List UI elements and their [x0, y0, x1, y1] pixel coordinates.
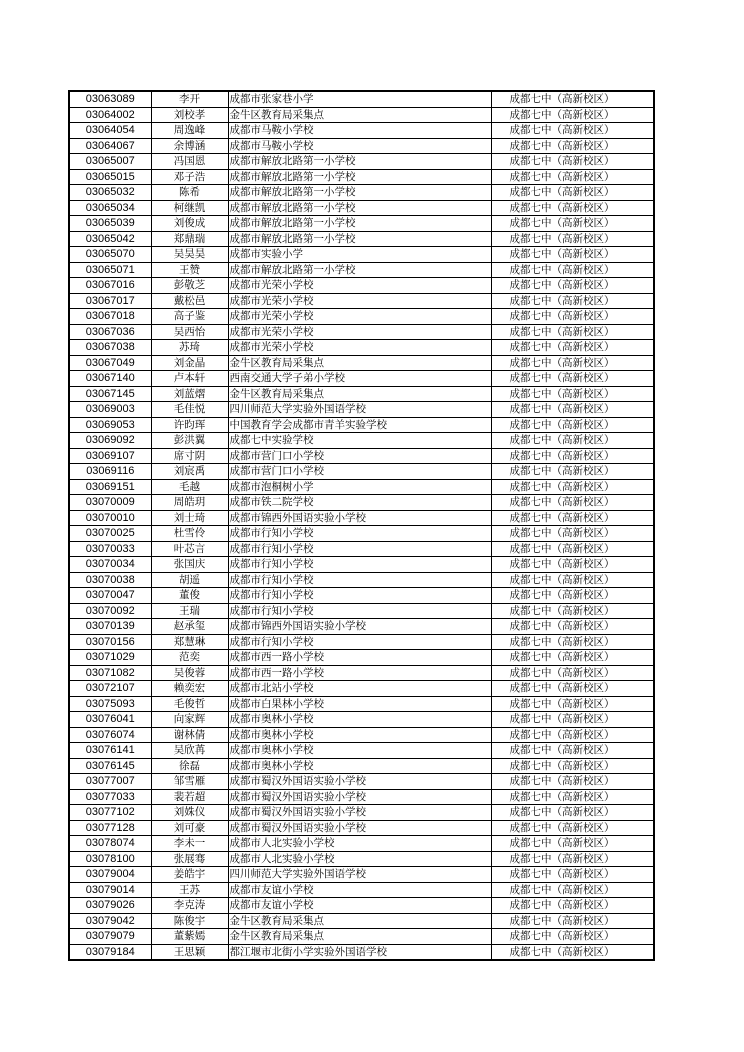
table-row [69, 650, 654, 666]
admitted-school-cell: 成都七中（高新校区） [491, 107, 654, 123]
admitted-school-cell: 成都七中（高新校区） [491, 355, 654, 371]
admitted-school-cell: 成都七中（高新校区） [491, 665, 654, 681]
primary-school-cell: 成都市解放北路第一小学校 [228, 262, 491, 278]
primary-school-cell: 金牛区教育局采集点 [228, 107, 491, 123]
primary-school-cell: 成都市西一路小学校 [228, 665, 491, 681]
admitted-school-cell: 成都七中（高新校区） [491, 650, 654, 666]
table-row [69, 774, 654, 790]
admitted-school-cell: 成都七中（高新校区） [491, 727, 654, 743]
table-row [69, 278, 654, 294]
student-name-cell: 彭洪翼 [151, 433, 228, 449]
admitted-school-cell: 成都七中（高新校区） [491, 526, 654, 542]
student-name-cell: 余博涵 [151, 138, 228, 154]
table-row [69, 588, 654, 604]
admitted-school-cell: 成都七中（高新校区） [491, 898, 654, 914]
student-name-cell: 叶芯言 [151, 541, 228, 557]
student-id-cell: 03067036 [69, 324, 151, 340]
student-id-cell: 03069107 [69, 448, 151, 464]
student-name-cell: 陈俊宇 [151, 913, 228, 929]
student-id-cell: 03070034 [69, 557, 151, 573]
table-row [69, 200, 654, 216]
table-row [69, 479, 654, 495]
table-row [69, 247, 654, 263]
student-name-cell: 刘姝仪 [151, 805, 228, 821]
student-id-cell: 03079014 [69, 882, 151, 898]
student-id-cell: 03077033 [69, 789, 151, 805]
student-name-cell: 卢本轩 [151, 371, 228, 387]
student-name-cell: 董紫嫣 [151, 929, 228, 945]
student-id-cell: 03064067 [69, 138, 151, 154]
student-id-cell: 03070009 [69, 495, 151, 511]
admitted-school-cell: 成都七中（高新校区） [491, 386, 654, 402]
primary-school-cell: 成都市行知小学校 [228, 603, 491, 619]
student-id-cell: 03072107 [69, 681, 151, 697]
table-row [69, 944, 654, 960]
primary-school-cell: 成都市白果林小学校 [228, 696, 491, 712]
student-id-cell: 03069151 [69, 479, 151, 495]
table-row [69, 867, 654, 883]
admitted-school-cell: 成都七中（高新校区） [491, 944, 654, 960]
primary-school-cell: 成都市行知小学校 [228, 588, 491, 604]
student-id-cell: 03065039 [69, 216, 151, 232]
admitted-school-cell: 成都七中（高新校区） [491, 402, 654, 418]
student-name-cell: 毛佳悦 [151, 402, 228, 418]
student-name-cell: 刘蓝熠 [151, 386, 228, 402]
admitted-school-cell: 成都七中（高新校区） [491, 603, 654, 619]
primary-school-cell: 成都市奥林小学校 [228, 712, 491, 728]
table-row [69, 386, 654, 402]
student-id-cell: 03079004 [69, 867, 151, 883]
admitted-school-cell: 成都七中（高新校区） [491, 479, 654, 495]
student-id-cell: 03065071 [69, 262, 151, 278]
student-id-cell: 03070033 [69, 541, 151, 557]
primary-school-cell: 成都市行知小学校 [228, 572, 491, 588]
student-name-cell: 周逸峰 [151, 123, 228, 139]
admitted-school-cell: 成都七中（高新校区） [491, 433, 654, 449]
primary-school-cell: 成都市锦西外国语实验小学校 [228, 510, 491, 526]
table-row [69, 464, 654, 480]
primary-school-cell: 成都市光荣小学校 [228, 324, 491, 340]
table-row [69, 851, 654, 867]
student-id-cell: 03070025 [69, 526, 151, 542]
admitted-school-cell: 成都七中（高新校区） [491, 774, 654, 790]
student-id-cell: 03070038 [69, 572, 151, 588]
table-row [69, 309, 654, 325]
student-name-cell: 高子鉴 [151, 309, 228, 325]
student-name-cell: 陈希 [151, 185, 228, 201]
admitted-school-cell: 成都七中（高新校区） [491, 464, 654, 480]
table-row [69, 634, 654, 650]
student-name-cell: 李未一 [151, 836, 228, 852]
student-id-cell: 03067018 [69, 309, 151, 325]
student-name-cell: 刘金晶 [151, 355, 228, 371]
primary-school-cell: 西南交通大学子弟小学校 [228, 371, 491, 387]
table-row [69, 340, 654, 356]
student-name-cell: 邓子浩 [151, 169, 228, 185]
admitted-school-cell: 成都七中（高新校区） [491, 231, 654, 247]
student-id-cell: 03065032 [69, 185, 151, 201]
admitted-school-cell: 成都七中（高新校区） [491, 913, 654, 929]
student-name-cell: 许昀珲 [151, 417, 228, 433]
table-body [69, 91, 654, 960]
table-row [69, 433, 654, 449]
primary-school-cell: 成都市行知小学校 [228, 526, 491, 542]
admitted-school-cell: 成都七中（高新校区） [491, 324, 654, 340]
table-row [69, 929, 654, 945]
primary-school-cell: 成都市铁二院学校 [228, 495, 491, 511]
primary-school-cell: 都江堰市北街小学实验外国语学校 [228, 944, 491, 960]
student-id-cell: 03069116 [69, 464, 151, 480]
admitted-school-cell: 成都七中（高新校区） [491, 309, 654, 325]
student-id-cell: 03077128 [69, 820, 151, 836]
table-row [69, 324, 654, 340]
student-name-cell: 王瑞 [151, 603, 228, 619]
student-id-cell: 03069053 [69, 417, 151, 433]
table-row [69, 712, 654, 728]
primary-school-cell: 成都市张家巷小学 [228, 91, 491, 107]
admitted-school-cell: 成都七中（高新校区） [491, 851, 654, 867]
table-row [69, 185, 654, 201]
admitted-school-cell: 成都七中（高新校区） [491, 681, 654, 697]
table-row [69, 557, 654, 573]
student-id-cell: 03076041 [69, 712, 151, 728]
table-row [69, 882, 654, 898]
admitted-school-cell: 成都七中（高新校区） [491, 495, 654, 511]
table-row [69, 526, 654, 542]
student-name-cell: 邹雪雁 [151, 774, 228, 790]
admitted-school-cell: 成都七中（高新校区） [491, 293, 654, 309]
primary-school-cell: 成都市马鞍小学校 [228, 138, 491, 154]
primary-school-cell: 成都市行知小学校 [228, 557, 491, 573]
table-row [69, 417, 654, 433]
student-id-cell: 03078074 [69, 836, 151, 852]
admitted-school-cell: 成都七中（高新校区） [491, 836, 654, 852]
student-id-cell: 03067140 [69, 371, 151, 387]
primary-school-cell: 成都市奥林小学校 [228, 743, 491, 759]
table-row [69, 836, 654, 852]
student-name-cell: 毛俊哲 [151, 696, 228, 712]
student-name-cell: 苏琦 [151, 340, 228, 356]
student-id-cell: 03069003 [69, 402, 151, 418]
table-row [69, 805, 654, 821]
student-id-cell: 03076145 [69, 758, 151, 774]
primary-school-cell: 金牛区教育局采集点 [228, 386, 491, 402]
table-row [69, 541, 654, 557]
student-name-cell: 冯国恩 [151, 154, 228, 170]
primary-school-cell: 成都市人北实验小学校 [228, 851, 491, 867]
primary-school-cell: 成都市蜀汉外国语实验小学校 [228, 805, 491, 821]
admitted-school-cell: 成都七中（高新校区） [491, 154, 654, 170]
student-id-cell: 03070092 [69, 603, 151, 619]
admitted-school-cell: 成都七中（高新校区） [491, 169, 654, 185]
admission-list-table [68, 90, 655, 961]
primary-school-cell: 中国教育学会成都市青羊实验学校 [228, 417, 491, 433]
table-row [69, 107, 654, 123]
student-name-cell: 刘校孝 [151, 107, 228, 123]
student-name-cell: 郑慧琳 [151, 634, 228, 650]
student-name-cell: 毛越 [151, 479, 228, 495]
student-name-cell: 席寸阴 [151, 448, 228, 464]
primary-school-cell: 成都市光荣小学校 [228, 293, 491, 309]
student-name-cell: 刘俊成 [151, 216, 228, 232]
table-row [69, 231, 654, 247]
primary-school-cell: 成都市北站小学校 [228, 681, 491, 697]
table-row [69, 758, 654, 774]
table-row [69, 603, 654, 619]
student-name-cell: 王苏 [151, 882, 228, 898]
student-id-cell: 03075093 [69, 696, 151, 712]
table-row [69, 743, 654, 759]
student-name-cell: 杜雪伶 [151, 526, 228, 542]
student-name-cell: 赖奕宏 [151, 681, 228, 697]
admitted-school-cell: 成都七中（高新校区） [491, 216, 654, 232]
table-row [69, 681, 654, 697]
table-row [69, 169, 654, 185]
primary-school-cell: 金牛区教育局采集点 [228, 913, 491, 929]
student-id-cell: 03077102 [69, 805, 151, 821]
student-id-cell: 03070047 [69, 588, 151, 604]
student-name-cell: 吴俊蓉 [151, 665, 228, 681]
student-id-cell: 03069092 [69, 433, 151, 449]
admitted-school-cell: 成都七中（高新校区） [491, 758, 654, 774]
student-name-cell: 王赞 [151, 262, 228, 278]
table-row [69, 495, 654, 511]
admitted-school-cell: 成都七中（高新校区） [491, 510, 654, 526]
student-name-cell: 范奕 [151, 650, 228, 666]
student-id-cell: 03070139 [69, 619, 151, 635]
student-name-cell: 吴欣苒 [151, 743, 228, 759]
admitted-school-cell: 成都七中（高新校区） [491, 619, 654, 635]
primary-school-cell: 四川师范大学实验外国语学校 [228, 867, 491, 883]
student-id-cell: 03079042 [69, 913, 151, 929]
student-id-cell: 03070156 [69, 634, 151, 650]
student-name-cell: 李克涛 [151, 898, 228, 914]
student-id-cell: 03067017 [69, 293, 151, 309]
table-row [69, 696, 654, 712]
table-row [69, 355, 654, 371]
student-id-cell: 03064002 [69, 107, 151, 123]
admitted-school-cell: 成都七中（高新校区） [491, 789, 654, 805]
student-name-cell: 赵承玺 [151, 619, 228, 635]
primary-school-cell: 四川师范大学实验外国语学校 [228, 402, 491, 418]
student-name-cell: 郑鼎瑞 [151, 231, 228, 247]
primary-school-cell: 成都市解放北路第一小学校 [228, 200, 491, 216]
student-id-cell: 03065070 [69, 247, 151, 263]
student-id-cell: 03078100 [69, 851, 151, 867]
admitted-school-cell: 成都七中（高新校区） [491, 185, 654, 201]
primary-school-cell: 成都市营门口小学校 [228, 448, 491, 464]
admitted-school-cell: 成都七中（高新校区） [491, 696, 654, 712]
table-row [69, 216, 654, 232]
primary-school-cell: 成都市行知小学校 [228, 541, 491, 557]
student-id-cell: 03076141 [69, 743, 151, 759]
primary-school-cell: 成都市蜀汉外国语实验小学校 [228, 774, 491, 790]
primary-school-cell: 成都市光荣小学校 [228, 278, 491, 294]
student-name-cell: 柯继凯 [151, 200, 228, 216]
table-row [69, 91, 654, 107]
student-name-cell: 刘可豪 [151, 820, 228, 836]
student-name-cell: 徐磊 [151, 758, 228, 774]
table-row [69, 913, 654, 929]
primary-school-cell: 成都市蜀汉外国语实验小学校 [228, 820, 491, 836]
primary-school-cell: 成都市西一路小学校 [228, 650, 491, 666]
primary-school-cell: 成都市人北实验小学校 [228, 836, 491, 852]
primary-school-cell: 成都市锦西外国语实验小学校 [228, 619, 491, 635]
admitted-school-cell: 成都七中（高新校区） [491, 200, 654, 216]
primary-school-cell: 成都市奥林小学校 [228, 727, 491, 743]
admitted-school-cell: 成都七中（高新校区） [491, 138, 654, 154]
primary-school-cell: 金牛区教育局采集点 [228, 355, 491, 371]
student-id-cell: 03070010 [69, 510, 151, 526]
admitted-school-cell: 成都七中（高新校区） [491, 247, 654, 263]
admitted-school-cell: 成都七中（高新校区） [491, 557, 654, 573]
admitted-school-cell: 成都七中（高新校区） [491, 448, 654, 464]
student-id-cell: 03079079 [69, 929, 151, 945]
student-id-cell: 03067049 [69, 355, 151, 371]
primary-school-cell: 成都市泡桐树小学 [228, 479, 491, 495]
student-name-cell: 裴若超 [151, 789, 228, 805]
primary-school-cell: 金牛区教育局采集点 [228, 929, 491, 945]
admitted-school-cell: 成都七中（高新校区） [491, 91, 654, 107]
student-id-cell: 03065015 [69, 169, 151, 185]
primary-school-cell: 成都市解放北路第一小学校 [228, 231, 491, 247]
primary-school-cell: 成都市解放北路第一小学校 [228, 216, 491, 232]
student-id-cell: 03079184 [69, 944, 151, 960]
student-name-cell: 胡遥 [151, 572, 228, 588]
table-row [69, 510, 654, 526]
table-row [69, 619, 654, 635]
student-id-cell: 03065042 [69, 231, 151, 247]
admitted-school-cell: 成都七中（高新校区） [491, 712, 654, 728]
admitted-school-cell: 成都七中（高新校区） [491, 588, 654, 604]
admitted-school-cell: 成都七中（高新校区） [491, 371, 654, 387]
table-row [69, 789, 654, 805]
primary-school-cell: 成都市解放北路第一小学校 [228, 154, 491, 170]
student-name-cell: 吴昊昊 [151, 247, 228, 263]
student-name-cell: 吴西怡 [151, 324, 228, 340]
primary-school-cell: 成都市友谊小学校 [228, 882, 491, 898]
table-row [69, 293, 654, 309]
student-id-cell: 03064054 [69, 123, 151, 139]
student-name-cell: 戴松邑 [151, 293, 228, 309]
student-name-cell: 谢林倩 [151, 727, 228, 743]
student-id-cell: 03065007 [69, 154, 151, 170]
primary-school-cell: 成都市营门口小学校 [228, 464, 491, 480]
primary-school-cell: 成都市友谊小学校 [228, 898, 491, 914]
student-name-cell: 彭敬芝 [151, 278, 228, 294]
student-id-cell: 03071029 [69, 650, 151, 666]
student-name-cell: 刘宸禹 [151, 464, 228, 480]
admitted-school-cell: 成都七中（高新校区） [491, 123, 654, 139]
admitted-school-cell: 成都七中（高新校区） [491, 882, 654, 898]
table-row [69, 123, 654, 139]
table-row [69, 154, 654, 170]
student-name-cell: 董俊 [151, 588, 228, 604]
primary-school-cell: 成都七中实验学校 [228, 433, 491, 449]
admitted-school-cell: 成都七中（高新校区） [491, 743, 654, 759]
student-id-cell: 03067145 [69, 386, 151, 402]
primary-school-cell: 成都市光荣小学校 [228, 309, 491, 325]
admitted-school-cell: 成都七中（高新校区） [491, 417, 654, 433]
admitted-school-cell: 成都七中（高新校区） [491, 278, 654, 294]
student-id-cell: 03063089 [69, 91, 151, 107]
student-name-cell: 张展骞 [151, 851, 228, 867]
student-id-cell: 03065034 [69, 200, 151, 216]
admitted-school-cell: 成都七中（高新校区） [491, 820, 654, 836]
table-row [69, 402, 654, 418]
student-id-cell: 03067016 [69, 278, 151, 294]
admitted-school-cell: 成都七中（高新校区） [491, 929, 654, 945]
student-name-cell: 向家辉 [151, 712, 228, 728]
primary-school-cell: 成都市解放北路第一小学校 [228, 185, 491, 201]
table-row [69, 448, 654, 464]
admitted-school-cell: 成都七中（高新校区） [491, 805, 654, 821]
student-name-cell: 刘士琦 [151, 510, 228, 526]
student-id-cell: 03079026 [69, 898, 151, 914]
primary-school-cell: 成都市马鞍小学校 [228, 123, 491, 139]
primary-school-cell: 成都市光荣小学校 [228, 340, 491, 356]
primary-school-cell: 成都市解放北路第一小学校 [228, 169, 491, 185]
admitted-school-cell: 成都七中（高新校区） [491, 340, 654, 356]
student-name-cell: 姜皓宇 [151, 867, 228, 883]
admitted-school-cell: 成都七中（高新校区） [491, 634, 654, 650]
primary-school-cell: 成都市奥林小学校 [228, 758, 491, 774]
table-row [69, 262, 654, 278]
admitted-school-cell: 成都七中（高新校区） [491, 572, 654, 588]
student-id-cell: 03076074 [69, 727, 151, 743]
student-id-cell: 03077007 [69, 774, 151, 790]
table-row [69, 820, 654, 836]
student-name-cell: 周皓玥 [151, 495, 228, 511]
primary-school-cell: 成都市实验小学 [228, 247, 491, 263]
student-name-cell: 李开 [151, 91, 228, 107]
table-row [69, 572, 654, 588]
table-row [69, 665, 654, 681]
table-row [69, 727, 654, 743]
table-row [69, 138, 654, 154]
student-name-cell: 张国庆 [151, 557, 228, 573]
admitted-school-cell: 成都七中（高新校区） [491, 262, 654, 278]
student-id-cell: 03067038 [69, 340, 151, 356]
student-id-cell: 03071082 [69, 665, 151, 681]
admitted-school-cell: 成都七中（高新校区） [491, 867, 654, 883]
primary-school-cell: 成都市蜀汉外国语实验小学校 [228, 789, 491, 805]
table-row [69, 898, 654, 914]
table-row [69, 371, 654, 387]
admitted-school-cell: 成都七中（高新校区） [491, 541, 654, 557]
primary-school-cell: 成都市行知小学校 [228, 634, 491, 650]
student-name-cell: 王思颖 [151, 944, 228, 960]
